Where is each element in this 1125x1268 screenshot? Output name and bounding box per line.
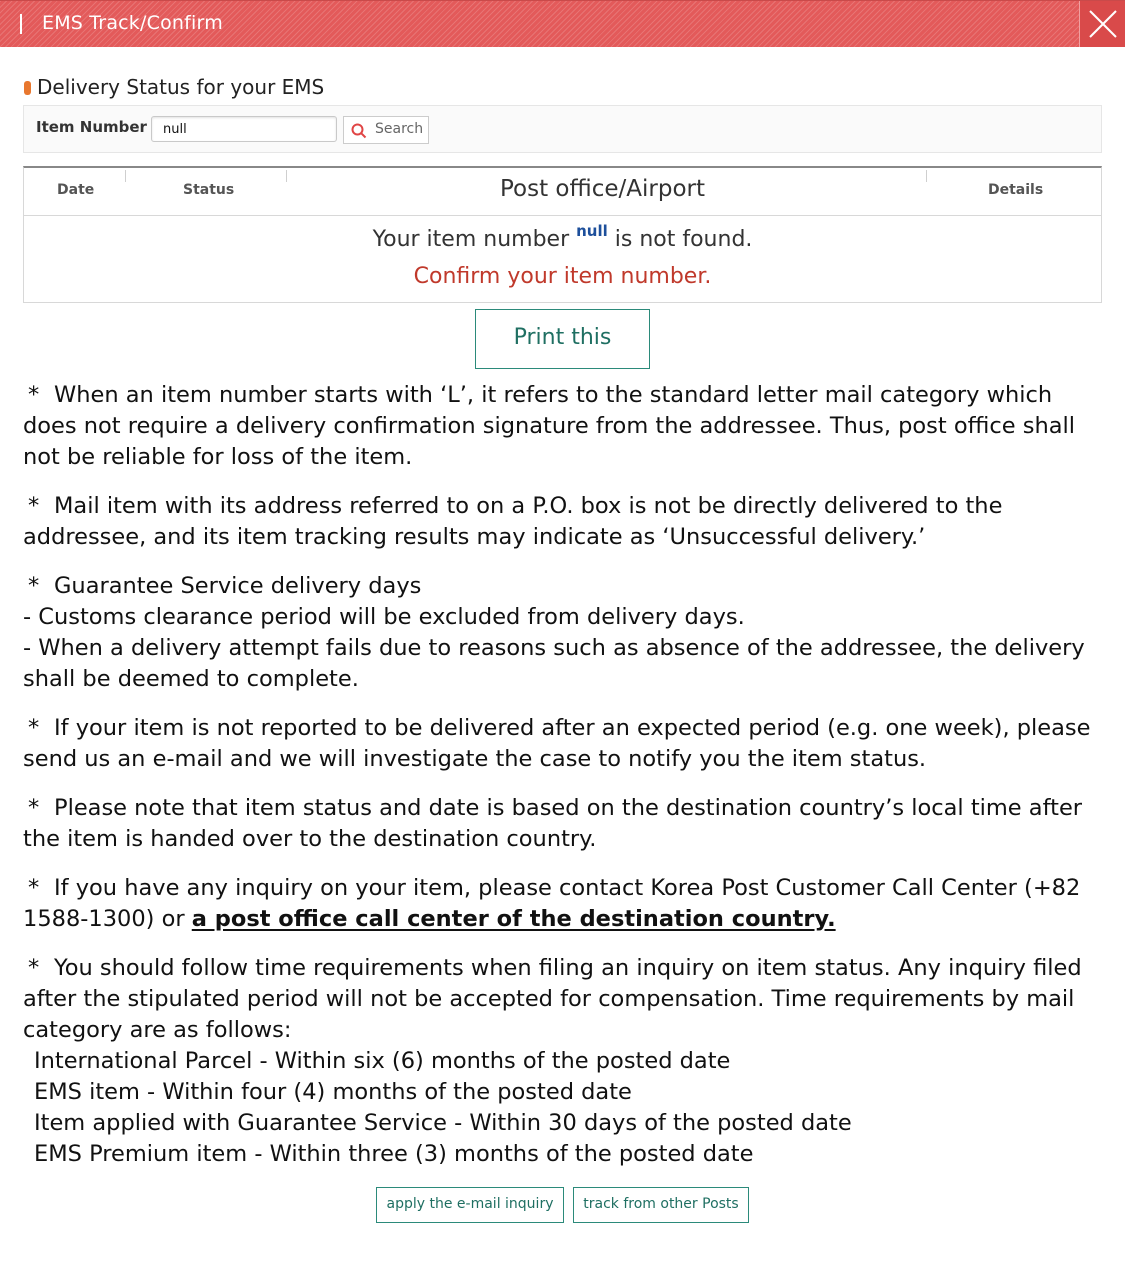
note-text: When an item number starts with ‘L’, it refers to the standard letter mail category which does not require a delivery confirmation signature from the addressee. Thus, post office shall not be reliable for loss of the item. [23, 382, 1076, 470]
close-button[interactable] [1079, 1, 1125, 47]
time-requirement-item: EMS Premium item - Within three (3) months of the posted date [34, 1141, 754, 1167]
column-header-details: Details [988, 182, 1044, 198]
not-found-prefix: Your item number [372, 227, 570, 252]
confirm-message: Confirm your item number. [413, 264, 712, 289]
time-requirement-item: International Parcel - Within six (6) months of the posted date [34, 1048, 731, 1074]
time-requirement-item: Item applied with Guarantee Service - Within 30 days of the posted date [34, 1110, 852, 1136]
track-other-posts-button[interactable]: track from other Posts [573, 1187, 749, 1223]
note-text: If your item is not reported to be delivered after an expected period (e.g. one week), please send us an e-mail and we will investigate the case to notify you the item status. [23, 715, 1091, 772]
header-divider [286, 170, 287, 182]
column-header-date: Date [57, 182, 95, 198]
close-icon [1088, 9, 1118, 39]
note-bullet: * [28, 715, 40, 741]
search-button[interactable] [343, 116, 429, 144]
note-bullet: * [28, 795, 40, 821]
column-header-post-office: Post office/Airport [500, 176, 706, 202]
note-guarantee-service [23, 571, 1108, 695]
print-button[interactable]: Print this [475, 309, 650, 369]
note-bullet: * [28, 573, 40, 599]
note-bullet: * [28, 875, 40, 901]
note-po-box [23, 491, 1108, 553]
window-title: EMS Track/Confirm [42, 12, 223, 34]
email-inquiry-button[interactable]: apply the e-mail inquiry [376, 1187, 564, 1223]
note-expected-period [23, 713, 1108, 775]
header-divider [125, 170, 126, 182]
column-header-status: Status [183, 182, 235, 198]
header-divider [926, 170, 927, 182]
not-found-item-number: null [576, 222, 608, 240]
note-inquiry-contact [23, 873, 1108, 935]
section-bullet-icon [24, 81, 31, 95]
note-text: You should follow time requirements when filing an inquiry on item status. Any inquiry filed after the stipulated period will not be accepted for compensation. Time requirements by mail category are as follows: [23, 955, 1082, 1043]
note-text: Mail item with its address referred to on a P.O. box is not be directly delivered to the addressee, and its item tracking results may indicate as ‘Unsuccessful delivery.’ [23, 493, 1003, 550]
notes-section [23, 380, 1108, 1188]
note-bullet: * [28, 955, 40, 981]
not-found-suffix: is not found. [614, 227, 753, 252]
tracking-table [23, 166, 1102, 303]
note-line: - When a delivery attempt fails due to reasons such as absence of the addressee, the delivery shall be deemed to complete. [23, 635, 1085, 692]
note-letter-mail [23, 380, 1108, 473]
note-local-time [23, 793, 1108, 855]
note-time-requirements [23, 953, 1108, 1170]
not-found-message [24, 222, 1101, 252]
search-button-label: Search [375, 121, 424, 137]
search-icon [351, 123, 367, 139]
note-text: Please note that item status and date is based on the destination country’s local time after the item is handed over to the destination country. [23, 795, 1083, 852]
title-bar-mark [20, 14, 22, 34]
note-line: - Customs clearance period will be excluded from delivery days. [23, 604, 745, 630]
destination-call-center-link[interactable]: a post office call center of the destination country. [191, 906, 836, 932]
section-title [24, 75, 324, 99]
note-bullet: * [28, 493, 40, 519]
note-title: Guarantee Service delivery days [54, 573, 422, 599]
note-bullet: * [28, 382, 40, 408]
item-number-input[interactable] [151, 116, 337, 142]
item-number-label: Item Number [36, 118, 147, 136]
search-panel [23, 105, 1102, 153]
section-title-text: Delivery Status for your EMS [37, 75, 325, 99]
window-titlebar [0, 0, 1125, 47]
time-requirement-item: EMS item - Within four (4) months of the posted date [34, 1079, 632, 1105]
table-header [24, 168, 1101, 216]
note-text: If you have any inquiry on your item, please contact Korea Post Customer Call Center (+82 1588-1300) or [23, 875, 1081, 932]
